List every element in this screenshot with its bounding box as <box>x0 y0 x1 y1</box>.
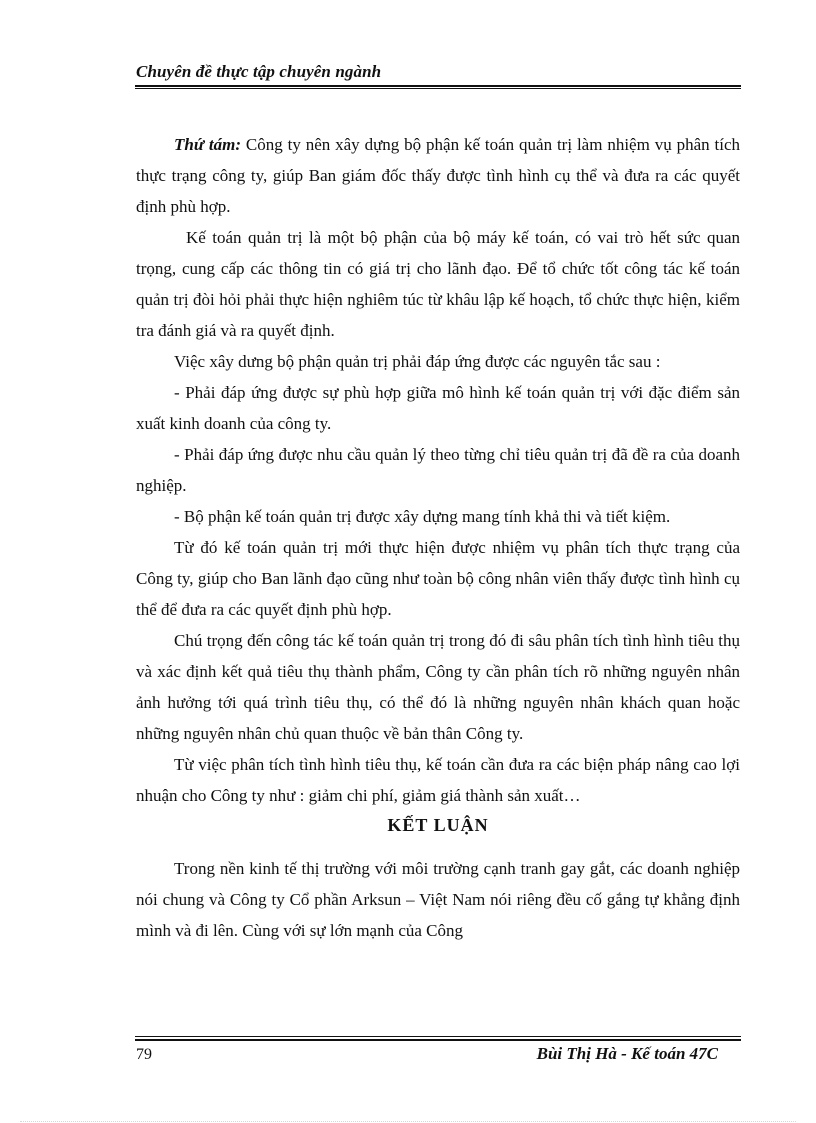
section-heading-ket-luan: KẾT LUẬN <box>387 815 489 835</box>
footer-divider <box>135 1039 741 1041</box>
page-edge-dots <box>20 1121 796 1122</box>
paragraph-nguyen-tac: Việc xây dưng bộ phận quản trị phải đáp ứng được các nguyên tắc sau : <box>174 352 661 371</box>
header-divider-thin <box>135 88 741 89</box>
document-body <box>136 129 740 946</box>
bullet-item: - Phải đáp ứng được sự phù hợp giữa mô hình kế toán quản trị với đặc điểm sản xuất kinh doanh của công ty. <box>136 383 740 433</box>
paragraph-ke-toan-quan-tri: Kế toán quản trị là một bộ phận của bộ máy kế toán, có vai trò hết sức quan trọng, cung cấp các thông tin có giá trị cho lãnh đạo. Để tổ chức tốt công tác kế toán quản trị đòi hỏi phải thực hiện nghiêm túc từ khâu lập kế hoạch, tổ chức thực hiện, kiểm tra đánh giá và ra quyết định. <box>136 228 740 340</box>
paragraph-text: Công ty nên xây dựng bộ phận kế toán quản trị làm nhiệm vụ phân tích thực trạng công ty, giúp Ban giám đốc thấy được tình hình cụ thể và đưa ra các quyết định phù hợp. <box>136 135 740 216</box>
header-divider <box>135 85 741 87</box>
page-header-title: Chuyên đề thực tập chuyên ngành <box>136 62 382 81</box>
footer-divider-thin <box>135 1036 741 1037</box>
paragraph-tu-viec: Từ việc phân tích tình hình tiêu thụ, kế toán cần đưa ra các biện pháp nâng cao lợi nhuận cho Công ty như : giảm chi phí, giảm giá thành sản xuất… <box>136 755 740 805</box>
paragraph-tu-do: Từ đó kế toán quản trị mới thực hiện được nhiệm vụ phân tích thực trạng của Công ty, giúp cho Ban lãnh đạo cũng như toàn bộ công nhân viên thấy được tình hình cụ thể để đưa ra các quyết định phù hợp. <box>136 538 740 619</box>
page-number: 79 <box>136 1046 152 1063</box>
bullet-item: - Bộ phận kế toán quản trị được xây dựng mang tính khả thi và tiết kiệm. <box>174 507 671 526</box>
footer-author: Bùi Thị Hà - Kế toán 47C <box>536 1044 718 1063</box>
paragraph-thu-tam <box>136 129 740 222</box>
bullet-item: - Phải đáp ứng được nhu cầu quản lý theo từng chỉ tiêu quản trị đã đề ra của doanh nghiệp. <box>136 445 740 495</box>
paragraph-lead: Thứ tám: <box>174 135 242 154</box>
paragraph-chu-trong: Chú trọng đến công tác kế toán quản trị trong đó đi sâu phân tích tình hình tiêu thụ và xác định kết quả tiêu thụ thành phẩm, Công ty cần phân tích rõ những nguyên nhân ảnh hưởng tới quá trình tiêu thụ, có thể đó là những nguyên nhân khách quan hoặc những nguyên nhân chủ quan thuộc về bản thân Công ty. <box>136 631 740 743</box>
paragraph-ket-luan: Trong nền kinh tế thị trường với môi trường cạnh tranh gay gắt, các doanh nghiệp nói chung và Công ty Cổ phần Arksun – Việt Nam nói riêng đều cố gắng tự khẳng định mình và đi lên. Cùng với sự lớn mạnh của Công <box>136 859 740 940</box>
